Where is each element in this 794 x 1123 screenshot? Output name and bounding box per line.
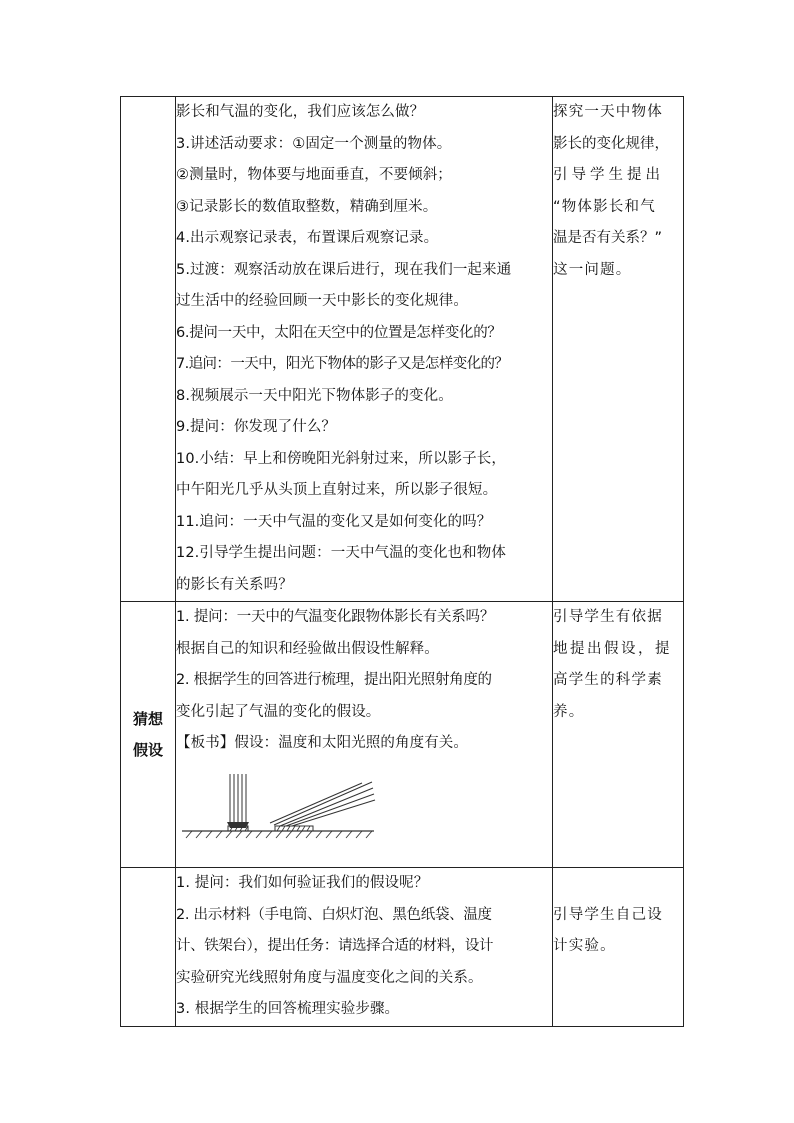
- slanted-rays: [270, 782, 375, 826]
- ground-hatching: [186, 831, 372, 838]
- note-line: 高学生的科学素: [553, 672, 663, 688]
- content-line: ②测量时，物体要与地面垂直，不要倾斜；: [176, 167, 452, 183]
- content-line: 6.提问一天中，太阳在天空中的位置是怎样变化的？: [176, 324, 502, 341]
- vertical-ray-arrows: [227, 822, 249, 828]
- content-line: 1. 提问：我们如何验证我们的假设呢？: [176, 875, 429, 891]
- content-line: 3. 根据学生的回答梳理实验步骤。: [176, 1001, 400, 1017]
- content-line: 过生活中的经验回顾一天中影长的变化规律。: [176, 293, 468, 309]
- teaching-content-cell: [176, 868, 553, 1027]
- content-line: 7.追问：一天中，阳光下物体的影子又是怎样变化的？: [176, 356, 509, 372]
- content-line: 2. 出示材料（手电筒、白炽灯泡、黑色纸袋、温度: [176, 906, 492, 923]
- content-line: 影长和气温的变化，我们应该怎么做？: [176, 104, 425, 120]
- note-line: 引导学生有依据: [553, 609, 663, 625]
- content-line: 12.引导学生提出问题：一天中气温的变化也和物体: [176, 545, 506, 561]
- content-line: 实验研究光线照射角度与温度变化之间的关系。: [176, 969, 483, 986]
- note-line: 这一问题。: [553, 261, 632, 278]
- sunlight-angle-diagram: [182, 768, 382, 840]
- content-line: 根据自己的知识和经验做出假设性解释。: [176, 640, 439, 657]
- content-line: ③记录影长的数值取整数，精确到厘米。: [176, 198, 438, 215]
- note-line: 计实验。: [553, 938, 616, 954]
- content-line: 中午阳光几乎从头顶上直射过来，所以影子很短。: [176, 482, 498, 498]
- teaching-content-cell: [176, 97, 553, 602]
- content-line: 8.视频展示一天中阳光下物体影子的变化。: [176, 387, 453, 404]
- phase-cell-empty: [121, 97, 176, 602]
- content-line: 11.追问：一天中气温的变化又是如何变化的吗？: [176, 513, 492, 530]
- content-line: 变化引起了气温的变化的假设。: [176, 703, 381, 720]
- table-row-experiment-design: [121, 868, 684, 1027]
- content-line: 5.过渡：观察活动放在课后进行，现在我们一起来通: [176, 261, 512, 278]
- note-line: 探究一天中物体: [553, 104, 663, 120]
- table-row-hypothesis: [121, 602, 684, 868]
- phase-label-bottom: 假设: [132, 740, 163, 759]
- vertical-rays: [230, 774, 246, 825]
- note-line: 温是否有关系？”: [553, 230, 663, 246]
- phase-label-top: 猜想: [132, 709, 163, 728]
- content-line: 计、铁架台），提出任务：请选择合适的材料，设计: [176, 938, 494, 954]
- note-line: 养。: [553, 703, 585, 720]
- content-line: 【板书】假设：温度和太阳光照的角度有关。: [176, 735, 468, 751]
- content-line: 2. 根据学生的回答进行梳理，提出阳光照射角度的: [176, 672, 492, 688]
- design-intent-cell: [553, 602, 684, 868]
- note-line: 引导学生自己设: [553, 906, 663, 923]
- content-line: 4.出示观察记录表，布置课后观察记录。: [176, 230, 439, 246]
- lesson-plan-table: [120, 96, 684, 1027]
- content-line: 10.小结：早上和傍晚阳光斜射过来，所以影子长，: [176, 450, 506, 467]
- note-line: 地提出假设，提: [553, 640, 672, 657]
- note-line: 引导学生提出: [553, 167, 664, 183]
- content-line: 9.提问：你发现了什么？: [176, 419, 337, 435]
- note-line: “物体影长和气: [553, 198, 656, 215]
- design-intent-cell: [553, 97, 684, 602]
- content-line: 的影长有关系吗？: [176, 576, 293, 593]
- note-line: 影长的变化规律，: [553, 135, 669, 152]
- content-line: 3.讲述活动要求：①固定一个测量的物体。: [176, 135, 452, 152]
- table-row-activity: [121, 97, 684, 602]
- teaching-content-cell: [176, 602, 553, 868]
- design-intent-cell: [553, 868, 684, 1027]
- phase-cell-empty: [121, 868, 176, 1027]
- content-line: 1. 提问：一天中的气温变化跟物体影长有关系吗？: [176, 609, 495, 625]
- note-line: [553, 868, 683, 900]
- phase-cell-hypothesis: [121, 602, 176, 868]
